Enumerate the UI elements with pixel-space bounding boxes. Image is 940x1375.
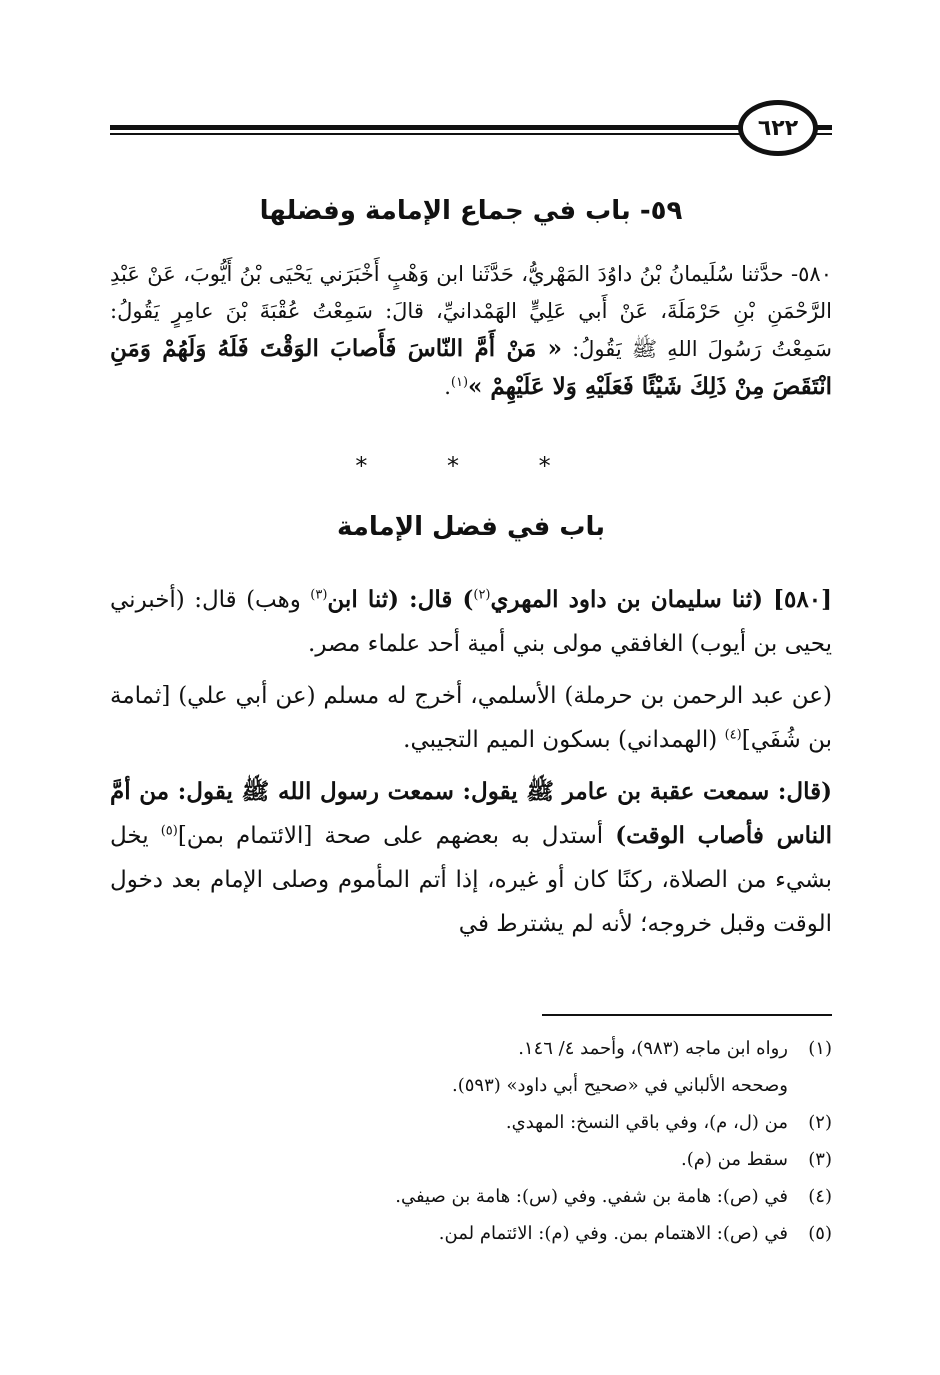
footnote-4 [110,1178,832,1215]
commentary-p2-b: (الهمداني) بسكون الميم التجيبي. [403,727,725,753]
commentary-p1-b: ) قال: (ثنا ابن [327,586,474,613]
header-thick-rule [110,125,832,130]
commentary-p3-b: يخل بشيء من الصلاة، ركنًا كان أو غيره، إذا أتم المأموم وصلى الإمام بعد دخول الوقت وقبل خروجه؛ لأنه لم يشترط في [110,823,832,937]
commentary-paragraph-3 [110,770,832,946]
footnote-divider [542,1014,832,1016]
footnote-5 [110,1215,832,1252]
section-title: باب في فضل الإمامة [337,512,605,542]
footnote-number: (١) [808,1038,832,1059]
footnote-number: (٣) [808,1149,832,1170]
footnote-ref-5[interactable]: (٥) [160,823,178,839]
footnote-text: سقط من (م). [681,1149,788,1170]
footnote-ref-2[interactable]: (٢) [473,587,491,603]
footnote-ref-3[interactable]: (٣) [310,587,328,603]
header-thin-rule [110,133,832,135]
hadith-end: . [444,375,451,399]
commentary-paragraph-1 [110,578,832,666]
footnote-ref-1[interactable]: (١) [450,375,469,390]
footnote-text: من (ل، م)، وفي باقي النسخ: المهدي. [505,1112,788,1133]
hadith-quote: « مَنْ أَمَّ النّاسَ فَأَصابَ الوَقْتَ فَلَهُ وَلَهُمْ وَمَنِ انْتَقَصَ مِنْ ذَلِكَ شَيْئًا فَعَلَيْهِ وَلا عَلَيْهِمْ » [110,335,832,400]
footnote-text: في (ص): الاهتمام بمن. وفي (م): الائتمام لمن. [438,1223,788,1244]
commentary-paragraph-2 [110,674,832,762]
footnote-number: (٢) [808,1112,832,1133]
commentary-text [110,578,832,954]
footnote-1-continuation [110,1067,832,1104]
footnote-text: وصححه الألباني في «صحيح أبي داود» (٥٩٣). [452,1075,788,1096]
footnote-number: (٥) [808,1223,832,1244]
page-number: ٦٢٢ [738,100,818,156]
hadith-line-3: سَمِعْتُ رَسُولَ اللهِ ﷺ يَقُولُ: [572,337,832,361]
footnote-ref-4[interactable]: (٤) [724,727,742,743]
footnote-text: في (ص): هامة بن شفي. وفي (س): هامة بن صيفي. [395,1186,788,1207]
hadith-line-1: ٥٨٠- حدَّثنا سُلَيمانُ بْنُ داوُدَ المَهْريُّ، حَدَّثَنا ابن وَهْبٍ أَخْبَرَني يَحْيَى بْنُ أَيُّوبَ، [183,262,832,286]
commentary-p3-bold: (قال: سمعت عقبة بن عامر ﷺ يقول: سمعت رسول الله ﷺ يقول: من أمَّ الناس فأصاب الوقت) [110,778,832,849]
footnote-text: رواه ابن ماجه (٩٨٣)، وأحمد ٤/ ١٤٦. [518,1038,788,1059]
hadith-line-2: عَنْ عَبْدِ الرَّحْمَنِ بْنِ حَرْمَلَةَ، عَنْ أَبي عَلِيٍّ الهَمْدانيِّ، قالَ: سَمِعْتُ عُقْبَةَ بْنَ عامِرٍ يَقُولُ: [110,262,832,323]
commentary-p1-c: وهب) قال: (أخبرني يحيى بن أيوب) الغافقي مولى بني أمية أحد علماء مصر. [110,587,832,657]
footnote-number: (٤) [808,1186,832,1207]
footnote-3 [110,1141,832,1178]
commentary-p2-a: (عن عبد الرحمن بن حرملة) الأسلمي، أخرج له مسلم (عن أبي علي) [ثمامة بن شُفَي] [110,683,832,753]
footnote-2 [110,1104,832,1141]
commentary-p3-a: أستدل به بعضهم على صحة [الائتمام بمن] [177,823,616,849]
hadith-text [110,256,832,406]
page-header [110,98,832,160]
commentary-p1-a: [٥٨٠] (ثنا سليمان بن داود المهري [490,586,832,613]
section-separator: * * * [355,452,587,480]
chapter-title: ٥٩- باب في جماع الإمامة وفضلها [259,196,683,226]
footnotes [110,1030,832,1252]
footnote-1 [110,1030,832,1067]
